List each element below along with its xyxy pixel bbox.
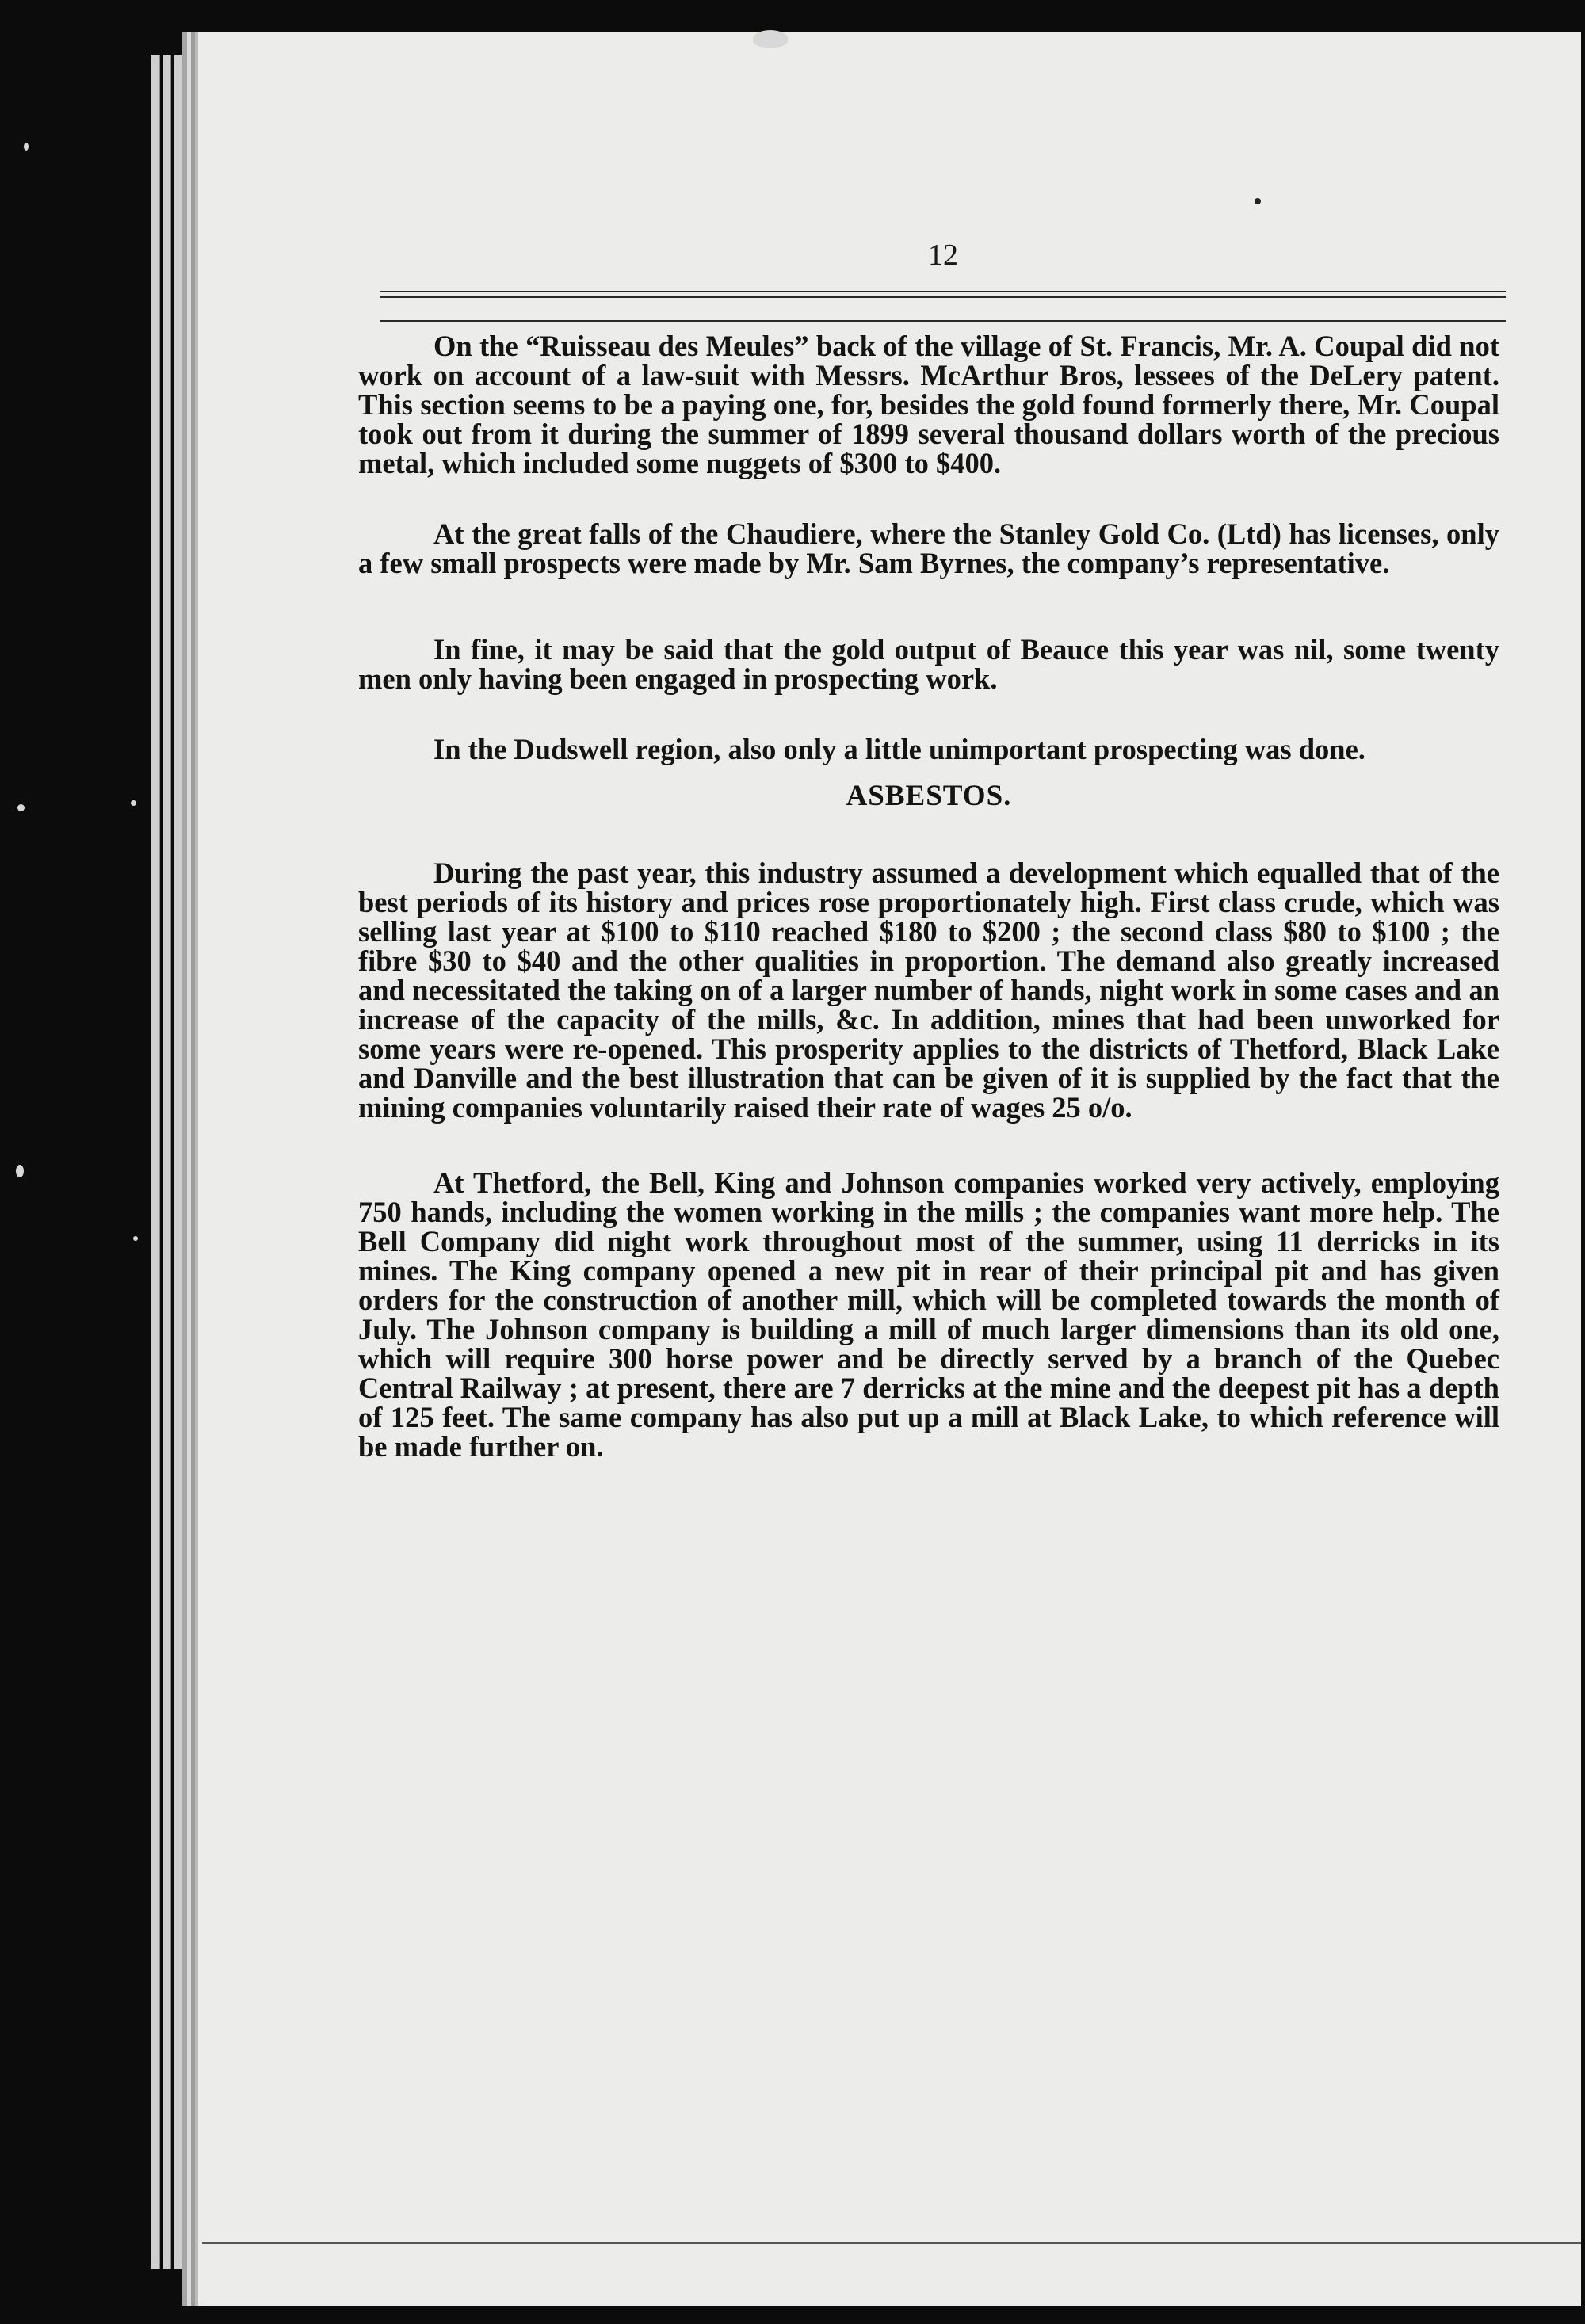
ink-dot-mark [1255,198,1261,204]
section-heading: ASBESTOS. [846,780,1012,812]
paragraph: In fine, it may be said that the gold output of Beauce this year was nil, some twenty men only having been engaged in prospecting work. [358,633,1499,695]
body-text [358,331,1499,1461]
margin-speck [16,1165,24,1177]
paragraph: In the Dudswell region, also only a little unimportant prospecting was done. [433,733,1365,765]
page-number: 12 [928,239,958,272]
margin-speck [131,800,136,806]
margin-speck [24,143,29,151]
page-stack-edge [174,55,184,2269]
page-stack-edge [151,55,160,2269]
paragraph: At the great falls of the Chaudiere, where the Stanley Gold Co. (Ltd) has licenses, only a few small prospects were made by Mr. Sam Byrnes, the company’s representative. [358,517,1499,579]
paragraph: During the past year, this industry assumed a development which equalled that of the best periods of its history and prices rose proportionately high. First class crude, which was selling last year at $100 to $110 reached $180 to $200 ; the second class $80 to $100 ; the fibre $30 to $40 and the other qualities in proportion. The demand also greatly increased and necessitated the taking on of a larger number of hands, night work in some cases and an increase of the capacity of the mills, &c. In addition, mines that had been unworked for some years were re-opened. This prosperity applies to the districts of Thetford, Black Lake and Danville and the best illustration that can be given of it is supplied by the fact that the mining companies voluntarily raised their rate of wages 25 o/o. [358,857,1499,1124]
paragraph: On the “Ruisseau des Meules” back of the village of St. Francis, Mr. A. Coupal did not work on account of a law-suit with Messrs. McArthur Bros, lessees of the DeLery patent. This section seems to be a paying one, for, besides the gold found formerly there, Mr. Coupal took out from it during the summer of 1899 several thousand dollars worth of the precious metal, which included some nuggets of $300 to $400. [358,330,1499,479]
paragraph: At Thetford, the Bell, King and Johnson companies worked very actively, employing 750 hands, including the women working in the mills ; the companies want more help. The Bell Company did night work throughout most of the summer, using 11 derricks in its mines. The King company opened a new pit in rear of their principal pit and has given orders for the construction of another mill, which will be completed towards the month of July. The Johnson company is building a mill of much larger dimensions than its old one, which will require 300 horse power and be directly served by a branch of the Quebec Central Railway ; at present, there are 7 derricks at the mine and the deepest pit has a depth of 125 feet. The same company has also put up a mill at Black Lake, to which reference will be made further on. [358,1166,1499,1463]
header-rule [380,296,1506,298]
page-bottom-edge [202,2242,1581,2244]
header-rule [380,320,1506,322]
margin-speck [17,804,25,811]
header-rule [380,291,1506,292]
page-stack-edge [163,55,171,2269]
page-top-notch [753,30,788,48]
margin-speck [133,1236,138,1241]
